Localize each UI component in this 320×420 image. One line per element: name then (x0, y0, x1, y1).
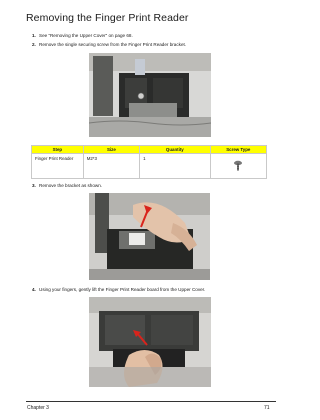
col-screw-type: Screw Type (210, 146, 266, 154)
step-4 (32, 287, 205, 293)
step-number: 1. (32, 33, 36, 38)
col-quantity: Quantity (140, 146, 211, 154)
step-text: See “Removing the Upper Cover” on page 68. (39, 33, 133, 38)
footer-divider (26, 401, 276, 402)
step-number: 4. (32, 287, 36, 292)
step-text: Remove the single securing screw from the Finger Print Reader bracket. (39, 42, 187, 47)
cell-screw-type (210, 154, 266, 179)
photo-bracket-removal (89, 193, 210, 280)
footer-chapter: Chapter 3 (27, 405, 49, 411)
step-1 (32, 33, 133, 39)
step-2 (32, 42, 186, 48)
step-text: Using your fingers, gently lift the Finger Print Reader board from the Upper Cover. (39, 287, 206, 292)
cell-quantity: 1 (140, 154, 211, 179)
cell-size: M2*3 (83, 154, 139, 179)
step-3 (32, 183, 102, 189)
footer-page-number: 71 (264, 405, 270, 411)
cell-step: Finger Print Reader (32, 154, 84, 179)
table-header-row (32, 146, 267, 154)
screw-icon (233, 168, 243, 173)
photo-board-lift (89, 297, 211, 387)
page-title: Removing the Finger Print Reader (26, 12, 189, 24)
table-row (32, 154, 267, 179)
step-text: Remove the bracket as shown. (39, 183, 103, 188)
screw-table (31, 145, 267, 179)
col-size: Size (83, 146, 139, 154)
photo-screw-removal (89, 53, 211, 137)
step-number: 2. (32, 42, 36, 47)
step-number: 3. (32, 183, 36, 188)
col-step: Step (32, 146, 84, 154)
